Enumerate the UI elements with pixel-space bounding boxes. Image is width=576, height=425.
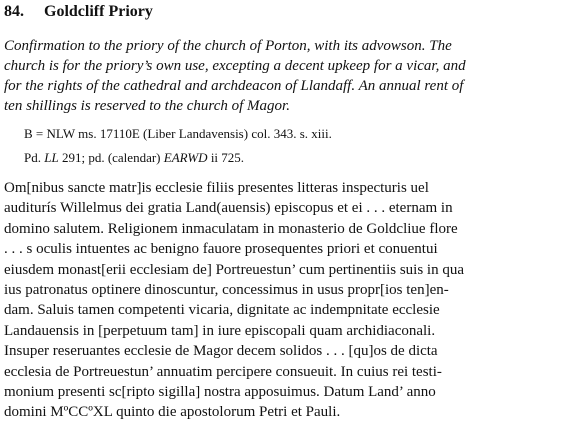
printed-mid: 291; pd. (calendar) xyxy=(61,150,161,165)
charter-line: domino salutem. Religionem inmaculatam in monasterio de Goldcliue flore xyxy=(4,220,458,237)
printed-editions xyxy=(24,148,244,168)
entry-title: Goldcliff Priory xyxy=(44,3,153,20)
charter-line: ius patronatus optinere dinoscuntur, concessimus in usus propr[ios ten]en- xyxy=(4,282,449,299)
charter-text xyxy=(4,178,572,423)
manuscript-source: B = NLW ms. 17110E (Liber Landavensis) col. 343. s. xiii. xyxy=(24,126,332,141)
charter-line: ecclesia de Portreuestun’ annuatim percipere consueuit. In cuius rei testi- xyxy=(4,363,442,380)
printed-earwd: EARWD xyxy=(163,150,208,165)
printed-ll: LL xyxy=(44,150,59,165)
charter-line: Insuper reseruantes ecclesie de Magor decem solidos . . . [qu]os de dicta xyxy=(4,343,438,360)
summary-paragraph xyxy=(4,36,572,116)
charter-line: domini MºCCºXL quinto die apostolorum Petri et Pauli. xyxy=(4,404,341,421)
printed-tail: ii 725. xyxy=(210,150,245,165)
summary-line: for the rights of the cathedral and archdeacon of Llandaff. An annual rent of xyxy=(4,78,464,94)
printed-prefix: Pd. xyxy=(24,150,41,165)
entry-heading xyxy=(4,2,153,22)
charter-line: . . . s oculis intuentes ac benigno fauore prosequentes priori et conuentui xyxy=(4,241,438,258)
entry-number: 84. xyxy=(4,3,24,20)
charter-line: eiusdem monast[erii ecclesiam de] Portreuestun’ cum pertinentiis suis in qua xyxy=(4,261,465,278)
summary-line: Confirmation to the priory of the church of Porton, with its advowson. The xyxy=(4,38,452,54)
charter-line: auditurís Willelmus dei gratia Land(auensis) episcopus et ei . . . eternam in xyxy=(4,200,453,217)
summary-line: ten shillings is reserved to the church of Magor. xyxy=(4,98,290,114)
charter-line: dam. Saluis tamen competenti vicaria, dignitate ac indempnitate ecclesie xyxy=(4,302,440,319)
charter-line: monium presenti sc[ripto sigilla] nostra apposuimus. Datum Land’ anno xyxy=(4,384,436,401)
charter-line: Om[nibus sancte matr]is ecclesie filiis presentes litteras inspecturis uel xyxy=(4,180,429,196)
charter-line: Landauensis in [perpetuum tam] in iure episcopali quam archidiaconali. xyxy=(4,322,436,339)
summary-line: church is for the priory’s own use, excepting a decent upkeep for a vicar, and xyxy=(4,58,466,74)
